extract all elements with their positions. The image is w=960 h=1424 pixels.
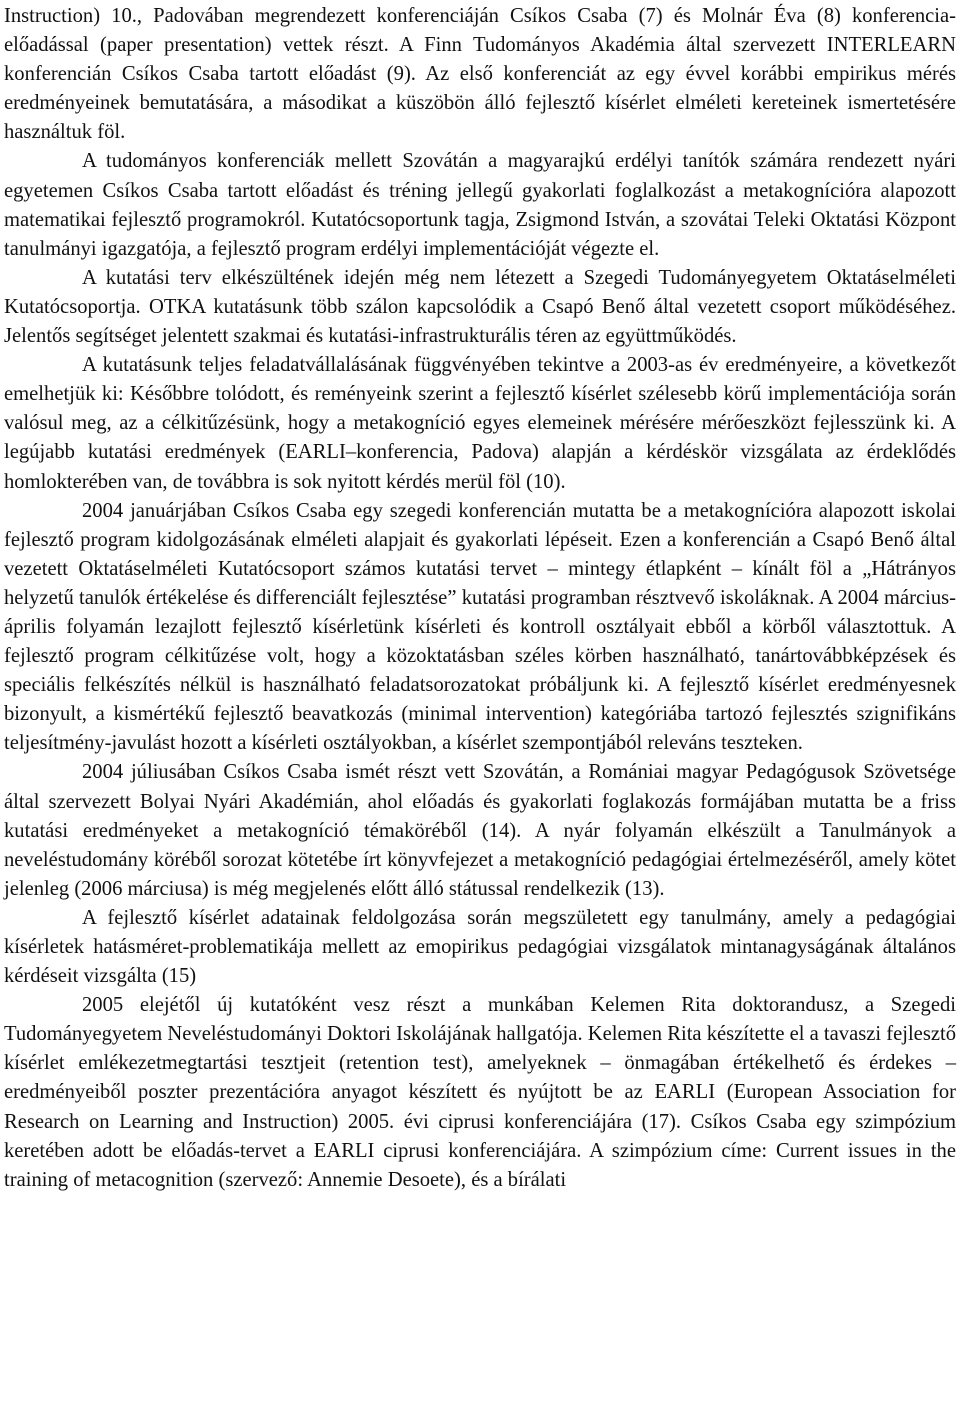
paragraph-8: 2005 elejétől új kutatóként vesz részt a munkában Kelemen Rita doktorandusz, a Szegedi Tudományegyetem Neveléstudományi Doktori Iskolájának hallgatója. Kelemen Rita készítette el a tavaszi fejlesztő kísérlet emlékezetmegtartási tesztjeit (retention test), amelyeknek – önmagában értékelhető és érdekes – eredményeiből poszter prezentációra anyagot készített és nyújtott be az EARLI (European Association for Research on Learning and Instruction) 2005. évi ciprusi konferenciájára (17). Csíkos Csaba egy szimpózium keretében adott be előadás-tervet a EARLI ciprusi konferenciájára. A szimpózium címe: Current issues in the training of metacognition (szervező: Annemie Desoete), és a bírálati xyxy=(4,994,956,1191)
document-page xyxy=(4,2,956,1195)
paragraph-7: A fejlesztő kísérlet adatainak feldolgozása során megszületett egy tanulmány, amely a pedagógiai kísérletek hatásméret-problematikája mellett az emopirikus pedagógiai vizsgálatok mintanagyságának általános kérdéseit vizsgálta (15) xyxy=(4,906,956,988)
paragraph-1: Instruction) 10., Padovában megrendezett konferenciáján Csíkos Csaba (7) és Molnár Éva (8) konferencia-előadással (paper presentation) vettek részt. A Finn Tudományos Akadémia által szervezett INTERLEARN konferencián Csíkos Csaba tartott előadást (9). Az első konferenciát az egy évvel korábbi empirikus mérés eredményeinek bemutatására, a másodikat a küszöbön álló fejlesztő kísérlet elméleti kereteinek ismertetésére használtuk föl. xyxy=(4,5,956,144)
paragraph-3: A kutatási terv elkészültének idején még nem létezett a Szegedi Tudományegyetem Oktatáselméleti Kutatócsoportja. OTKA kutatásunk több szálon kapcsolódik a Csapó Benő által vezetett csoport működéséhez. Jelentős segítséget jelentett szakmai és kutatási-infrastrukturális téren az együttműködés. xyxy=(4,266,956,348)
paragraph-4: A kutatásunk teljes feladatvállalásának függvényében tekintve a 2003-as év eredményeire, a következőt emelhetjük ki: Későbbre tolódott, és reményeink szerint a fejlesztő kísérlet szélesebb körű implementációja során valósul meg, az a célkitűzésünk, hogy a metakogníció egyes elemeinek mérésére mérőeszközt fejlesszünk ki. A legújabb kutatási eredmények (EARLI–konferencia, Padova) alapján a kérdéskör vizsgálata az érdeklődés homlokterében van, de továbbra is sok nyitott kérdés merül föl (10). xyxy=(4,354,956,493)
paragraph-5: 2004 januárjában Csíkos Csaba egy szegedi konferencián mutatta be a metakognícióra alapozott iskolai fejlesztő program kidolgozásának elméleti alapjait és gyakorlati lépéseit. Ezen a konferencián a Csapó Benő által vezetett Oktatáselméleti Kutatócsoport számos kutatási tervet – mintegy étlapként – kínált föl a „Hátrányos helyzetű tanulók értékelése és differenciált fejlesztése” kutatási programban résztvevő iskoláknak. A 2004 március-április folyamán lezajlott fejlesztő kísérletünk kísérleti és kontroll osztályait ebből a körből választottuk. A fejlesztő program célkitűzése volt, hogy a közoktatásban széles körben használható, tanártovábbképzések és speciális felkészítés nélkül is használható feladatsorozatokat próbáljunk ki. A fejlesztő kísérlet eredményesnek bizonyult, a kismértékű fejlesztő beavatkozás (minimal intervention) kategóriába tartozó fejlesztés szignifikáns teljesítmény-javulást hozott a kísérleti osztályokban, a kísérlet szempontjából releváns teszteken. xyxy=(4,499,956,755)
paragraph-2: A tudományos konferenciák mellett Szovátán a magyarajkú erdélyi tanítók számára rendezett nyári egyetemen Csíkos Csaba tartott előadást és tréning jellegű gyakorlati foglalkozást a metakognícióra alapozott matematikai fejlesztő programokról. Kutatócsoportunk tagja, Zsigmond István, a szovátai Teleki Oktatási Központ tanulmányi igazgatója, a fejlesztő program erdélyi implementációját végezte el. xyxy=(4,150,956,260)
paragraph-6: 2004 júliusában Csíkos Csaba ismét részt vett Szovátán, a Romániai magyar Pedagógusok Szövetsége által szervezett Bolyai Nyári Akadémián, ahol előadás és gyakorlati foglakozás formájában mutatta be a friss kutatási eredményeket a metakogníció témaköréből (14). A nyár folyamán elkészült a Tanulmányok a neveléstudomány köréből sorozat kötetébe írt könyvfejezet a metakogníció pedagógiai értelmezéséről, amely kötet jelenleg (2006 márciusa) is még megjelenés előtt álló státussal rendelkezik (13). xyxy=(4,761,956,900)
